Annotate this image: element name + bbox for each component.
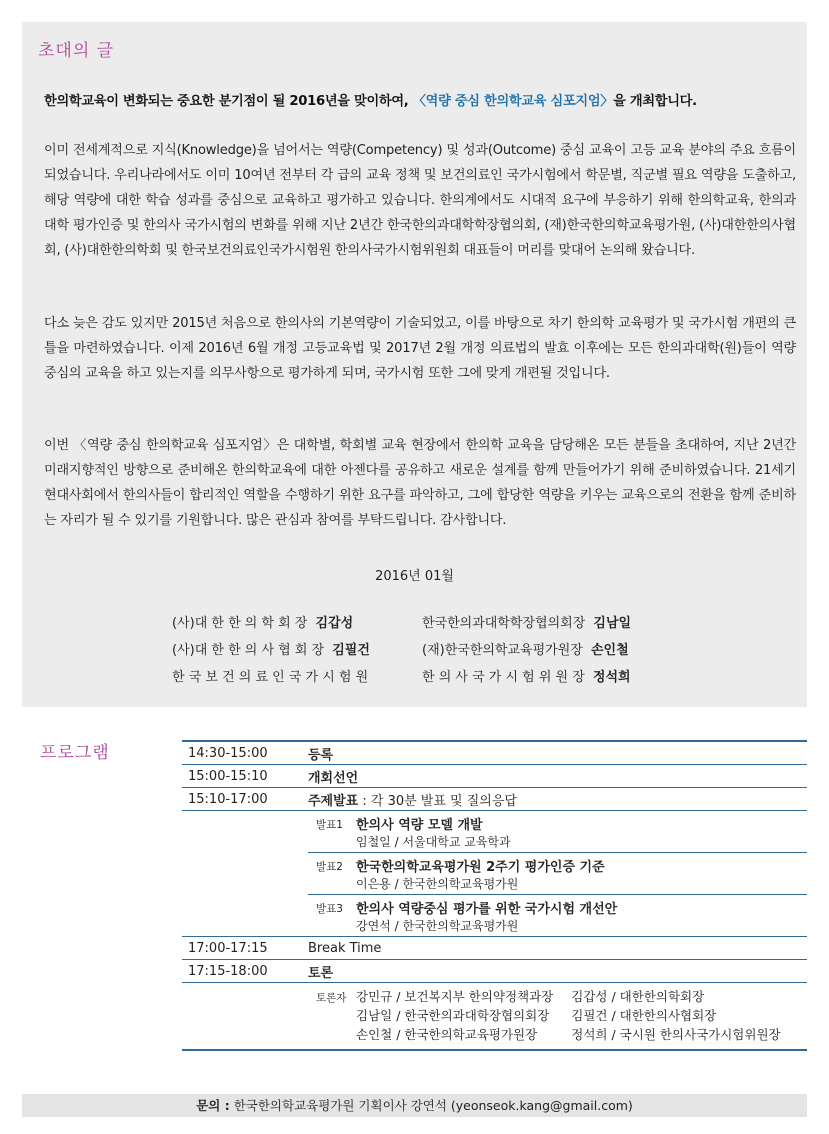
presentation-speaker: 강연석 / 한국한의학교육평가원 <box>356 919 519 933</box>
signatory-org: (재)한국한의학교육평가원장 <box>422 643 583 658</box>
signatory-name: 손인철 <box>590 643 629 658</box>
signatories <box>172 608 692 689</box>
signatory-row <box>172 662 692 689</box>
program-title: 프로그램 <box>40 743 110 763</box>
presentation-title: 한의사 역량 모델 개발 <box>356 818 483 833</box>
signatory-name: 정석희 <box>592 670 631 685</box>
presentation-title: 한의사 역량중심 평가를 위한 국가시험 개선안 <box>356 902 618 917</box>
schedule-activity: 개회선언 <box>308 770 359 786</box>
symposium-name: 〈역량 중심 한의학교육 심포지엄〉 <box>412 94 614 109</box>
program-schedule <box>182 740 807 1051</box>
schedule-activity-title: 주제발표 <box>308 793 359 809</box>
signatory-name: 김필건 <box>332 643 370 658</box>
invitation-headline <box>44 90 794 109</box>
headline-tail: 을 개최합니다. <box>613 94 697 109</box>
presentation-tag: 발표3 <box>316 903 343 915</box>
panelist: 정석희 / 국시원 한의사국가시험위원장 <box>571 1027 781 1042</box>
panel-row <box>182 983 807 1051</box>
signatory-org: 한국한의과대학학장협의회장 <box>422 616 586 631</box>
contact-label: 문의 : <box>196 1098 230 1113</box>
signatory-org: (사)대 한 한 의 학 회 장 <box>172 616 308 631</box>
presentations-row <box>182 811 807 937</box>
signatory-name: 김갑성 <box>315 616 354 631</box>
schedule-activity-detail: : 각 30분 발표 및 질의응답 <box>358 793 517 809</box>
invitation-date: 2016년 01월 <box>375 569 454 584</box>
invitation-title: 초대의 글 <box>38 41 115 61</box>
schedule-row <box>182 765 807 788</box>
schedule-row <box>182 788 807 811</box>
signatory-org: (사)대 한 한 의 사 협 회 장 <box>172 643 325 658</box>
panelist-list <box>356 987 781 1043</box>
presentation-speaker: 이은용 / 한국한의학교육평가원 <box>356 877 519 891</box>
schedule-time: 14:30-15:00 <box>188 745 268 761</box>
invitation-paragraph-3: 이번 〈역량 중심 한의학교육 심포지엄〉은 대학별, 학회별 교육 현장에서 한의학 교육을 담당해온 모든 분들을 초대하여, 지난 2년간 미래지향적인 방향으로 준비해온 한의학교육에 대한 아젠다를 공유하고 새로운 설계를 함께 만들어가기 위해 준비하였습니다. 21세기 현대사회에서 한의사들이 합리적인 역할을 수행하기 위한 요구를 파악하고, 그에 합당한 역량을 키우는 교육으로의 전환을 함께 준비하는 자리가 될 수 있기를 기원합니다. 많은 관심과 참여를 부탁드립니다. 감사합니다. <box>44 438 796 528</box>
signatory-org: 한 의 사 국 가 시 험 위 원 장 <box>422 670 585 685</box>
schedule-activity: 등록 <box>308 747 334 763</box>
contact-text: 한국한의학교육평가원 기획이사 강연석 (yeonseok.kang@gmail.com) <box>229 1098 633 1113</box>
panelist: 김남일 / 한국한의과대학장협의회장 <box>356 1008 550 1023</box>
presentation-title: 한국한의학교육평가원 2주기 평가인증 기준 <box>356 860 605 875</box>
schedule-time: 17:15-18:00 <box>188 963 268 979</box>
presentation-tag: 발표2 <box>316 861 343 873</box>
panelist: 김필건 / 대한한의사협회장 <box>571 1008 717 1023</box>
panelist: 강민규 / 보건복지부 한의약정책과장 <box>356 989 554 1004</box>
signatory-row <box>172 635 692 662</box>
presentation-speaker: 임철일 / 서울대학교 교육학과 <box>356 835 511 849</box>
presentation-item <box>308 811 807 853</box>
schedule-activity: 토론 <box>308 965 334 981</box>
presentation-item <box>308 853 807 895</box>
schedule-activity <box>308 790 807 809</box>
schedule-row <box>182 740 807 765</box>
signatory-row <box>172 608 692 635</box>
schedule-activity: Break Time <box>308 940 382 956</box>
schedule-time: 17:00-17:15 <box>188 940 268 956</box>
panelist: 손인철 / 한국한의학교육평가원장 <box>356 1027 538 1042</box>
contact-footer <box>22 1094 807 1117</box>
schedule-time: 15:10-17:00 <box>188 791 268 807</box>
invitation-paragraph-2: 다소 늦은 감도 있지만 2015년 처음으로 한의사의 기본역량이 기술되었고, 이를 바탕으로 차기 한의학 교육평가 및 국가시험 개편의 큰 틀을 마련하였습니다. 이제 2016년 6월 개정 고등교육법 및 2017년 2월 개정 의료법의 발효 이후에는 모든 한의과대학(원)들이 역량 중심의 교육을 하고 있는지를 의무사항으로 평가하게 되며, 국가시험 또한 그에 맞게 개편될 것입니다. <box>44 316 796 381</box>
headline-text: 한의학교육이 변화되는 중요한 분기점이 될 2016년을 맞이하여, <box>44 94 413 109</box>
schedule-row <box>182 960 807 983</box>
schedule-row <box>182 937 807 960</box>
signatory-name: 김남일 <box>593 616 632 631</box>
presentation-item <box>308 895 807 936</box>
signatory-org: 한 국 보 건 의 료 인 국 가 시 험 원 <box>172 670 369 685</box>
panelist: 김갑성 / 대한한의학회장 <box>571 989 705 1004</box>
invitation-paragraph-1: 이미 전세계적으로 지식(Knowledge)을 넘어서는 역량(Competency) 및 성과(Outcome) 중심 교육이 고등 교육 분야의 주요 흐름이 되었습니다. 우리나라에서도 이미 10여년 전부터 각 급의 교육 정책 및 보건의료인 국가시험에서 학문별, 직군별 필요 역량을 도출하고, 해당 역량에 대한 학습 성과를 중심으로 교육하고 평가하고 있습니다. 한의계에서도 시대적 요구에 부응하기 위해 한의학교육, 한의과대학 평가인증 및 한의사 국가시험의 변화를 위해 지난 2년간 한국한의과대학학장협의회, (재)한국한의학교육평가원, (사)대한한의사협회, (사)대한한의학회 및 한국보건의료인국가시험원 한의사국가시험위원회 대표들이 머리를 맞대어 논의해 왔습니다. <box>44 143 796 258</box>
presentation-tag: 발표1 <box>316 819 343 831</box>
schedule-time: 15:00-15:10 <box>188 768 268 784</box>
panel-tag: 토론자 <box>316 992 347 1004</box>
